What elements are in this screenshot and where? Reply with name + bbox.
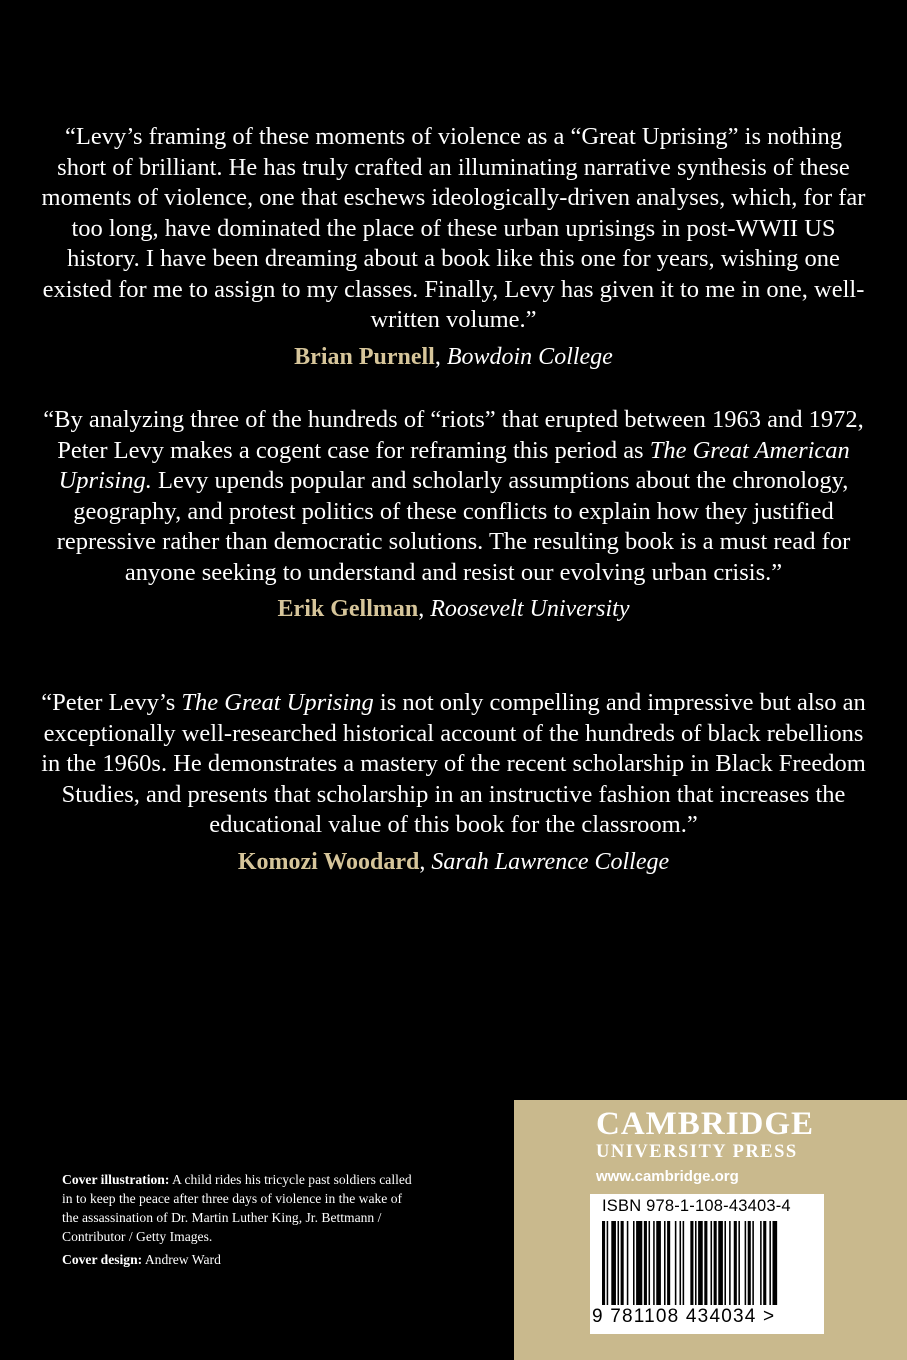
barcode-bar (621, 1221, 624, 1305)
barcode-bar (644, 1221, 647, 1305)
barcode-bar (649, 1221, 651, 1305)
cover-credits (62, 1170, 422, 1269)
endorser-affiliation: Bowdoin College (446, 343, 613, 370)
barcode-bar (664, 1221, 666, 1305)
barcode-bar (656, 1221, 661, 1305)
publisher-box (514, 1100, 907, 1360)
barcode-bar (773, 1221, 778, 1305)
barcode-bar (667, 1221, 670, 1305)
publisher-name: CAMBRIDGE (596, 1106, 815, 1142)
endorsement-attribution: Komozi Woodard, Sarah Lawrence College (237, 848, 670, 875)
endorsement-quote: “By analyzing three of the hundreds of “riots” that erupted between 1963 and 1972, Peter Levy makes a cogent case for reframing this period as The Great American Uprising. Levy upends popular and scholarly assumptions about the chronology, geography, and protest politics of these conflicts to explain how they justified repressive rather than democratic solutions. The resulting book is a must read for anyone seeking to understand and resist our evolving urban crisis.” (43, 406, 864, 586)
endorser-affiliation: Sarah Lawrence College (431, 848, 670, 875)
barcode-bar (748, 1221, 751, 1305)
barcode-bar (636, 1221, 642, 1305)
barcode-bar (618, 1221, 620, 1305)
endorser-name: Komozi Woodard (237, 848, 420, 875)
endorser-affiliation: Roosevelt University (430, 596, 630, 622)
barcode-bar (711, 1221, 713, 1305)
barcode-bar (763, 1221, 766, 1305)
barcode-bar (695, 1221, 697, 1305)
endorsement-3 (40, 688, 867, 877)
endorsement-attribution: Brian Purnell, Bowdoin College (294, 343, 613, 370)
barcode-bar (752, 1221, 754, 1305)
barcode-bar (611, 1221, 616, 1305)
barcode-bar (698, 1221, 703, 1305)
barcode-bar (760, 1221, 762, 1305)
barcode-bar (602, 1221, 605, 1305)
endorsement-quote: “Peter Levy’s The Great Uprising is not only compelling and impressive but also an exceptionally well-researched historical account of the hundreds of black rebellions in the 1960s. He demonstrates a mastery of the recent scholarship in Black Freedom Studies, and presents that scholarship in an instructive fashion that increases the educational value of this book for the classroom.” (41, 689, 866, 838)
endorsement-2 (40, 405, 867, 624)
barcode-panel (590, 1194, 824, 1334)
endorsement-attribution: Erik Gellman, Roosevelt University (277, 596, 630, 622)
ean-digits: 9 781108 434034 > (592, 1306, 776, 1327)
book-title: The Great Uprising (181, 689, 374, 716)
barcode-bar (745, 1221, 747, 1305)
barcode-bar (734, 1221, 737, 1305)
barcode-bar (633, 1221, 635, 1305)
book-title: The Great American Uprising. (58, 436, 850, 494)
barcode-bar (680, 1221, 682, 1305)
endorsement-quote: “Levy’s framing of these moments of violence as a “Great Uprising” is nothing short of brilliant. He has truly crafted an illuminating narrative synthesis of these moments of violence, one that eschews ideologically-driven analyses, which, for far too long, have dominated the place of these urban uprisings in post-WWII US history. I have been dreaming about a book like this one for years, wishing one existed for me to assign to my classes. Finally, Levy has given it to me in one, well-written volume.” (41, 123, 866, 333)
barcode-bar (769, 1221, 771, 1305)
isbn-label: ISBN 978-1-108-43403-4 (602, 1197, 791, 1215)
barcode-bar (653, 1221, 655, 1305)
barcode-bar (690, 1221, 693, 1305)
endorsement-1 (40, 122, 867, 372)
publisher-subtitle: UNIVERSITY PRESS (596, 1142, 798, 1162)
endorser-name: Erik Gellman (277, 596, 419, 622)
design-credit: Cover design: Andrew Ward (62, 1252, 221, 1267)
barcode-bar (683, 1221, 685, 1305)
endorser-name: Brian Purnell (294, 343, 435, 370)
barcode-bar (718, 1221, 723, 1305)
barcode-bar (607, 1221, 609, 1305)
barcode-bar (729, 1221, 731, 1305)
barcode-bar (627, 1221, 629, 1305)
publisher-url: www.cambridge.org (596, 1168, 739, 1185)
barcode-bar (675, 1221, 677, 1305)
barcode-bar (704, 1221, 707, 1305)
barcode-bar (738, 1221, 740, 1305)
barcode-bar (724, 1221, 726, 1305)
barcode-bar (714, 1221, 717, 1305)
barcode-icon (602, 1221, 812, 1305)
illustration-credit: Cover illustration: A child rides his tricycle past soldiers called in to keep the peace after three days of violence in the wake of the assassination of Dr. Martin Luther King, Jr. Bettmann / Contributor / Getty Images. (62, 1172, 412, 1244)
